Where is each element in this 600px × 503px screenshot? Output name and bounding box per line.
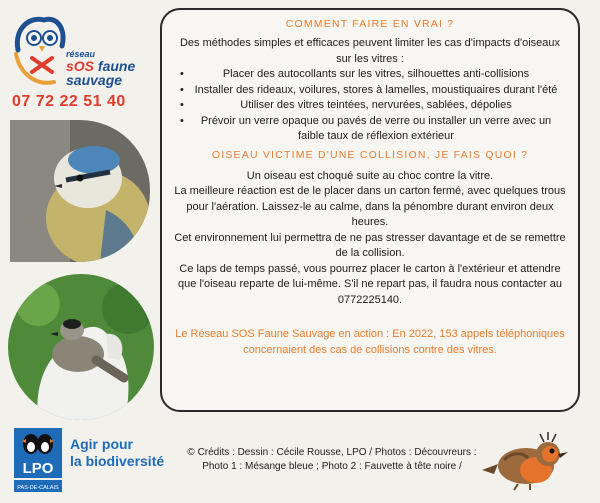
logo-reseau: réseau — [66, 49, 96, 59]
blue-tit-photo — [10, 120, 150, 262]
credits-line-1: © Crédits : Dessin : Cécile Rousse, LPO / Photos : Découvreurs : — [187, 447, 477, 458]
advice-paragraph: La meilleure réaction est de le placer dans un carton fermé, avec quelques trous pour l'aération. Laissez-le au calme, dans la pénombre durant environ deux heures. — [174, 185, 566, 228]
info-card — [160, 8, 580, 412]
logo-sos-faune — [66, 59, 135, 73]
list-item: • Placer des autocollants sur les vitres, silhouettes anti-collisions — [174, 67, 566, 83]
lpo-tagline — [70, 436, 164, 470]
robin-illustration — [478, 424, 578, 492]
list-item: • Prévoir un verre opaque ou pavés de verre ou installer un verre avec un faible taux de réflexion extérieur — [174, 114, 566, 145]
advice-paragraph: Cet environnement lui permettra de ne pas stresser davantage et de se remettre de la collision. — [174, 231, 566, 259]
intro-text: Des méthodes simples et efficaces peuvent limiter les cas d'impacts d'oiseaux sur les vitres : — [179, 37, 560, 65]
logo-sauvage: sauvage — [66, 72, 123, 88]
credits-line-2: Photo 1 : Mésange bleue ; Photo 2 : Fauvette à tête noire / — [202, 461, 462, 472]
logo-sos: sOS — [66, 58, 95, 74]
blackcap-in-hand-photo — [8, 274, 154, 420]
tagline-line-2: la biodiversité — [70, 453, 165, 469]
lpo-logo — [14, 428, 62, 492]
network-statistic-note: Le Réseau SOS Faune Sauvage en action : En 2022, 153 appels téléphoniques concernaient des cas de collisions contre des vitres. — [175, 328, 565, 356]
section-heading-collision: OISEAU VICTIME D'UNE COLLISION, JE FAIS QUOI ? — [211, 148, 529, 161]
photo-credits — [182, 446, 482, 474]
advice-paragraph: Ce laps de temps passé, vous pourrez placer le carton à l'extérieur et attendre que l'oiseau reparte de lui-même. S'il ne repart pas, il faudra nous contacter au 0772225140. — [178, 262, 562, 306]
phone-number: 07 72 22 51 40 — [12, 93, 126, 110]
lpo-region: PAS-DE-CALAIS — [17, 485, 59, 491]
logo-faune: faune — [94, 58, 136, 74]
logo-wordmark — [66, 50, 135, 87]
prevention-list — [174, 67, 566, 145]
list-item: • Installer des rideaux, voilures, stores à lamelles, moustiquaires durant l'été — [174, 83, 566, 99]
section-heading-how-to: COMMENT FAIRE EN VRAI ? — [285, 18, 455, 30]
tagline-line-1: Agir pour — [70, 436, 133, 452]
advice-paragraph: Un oiseau est choqué suite au choc contre la vitre. — [246, 169, 494, 182]
list-item: • Utiliser des vitres teintées, nervurées, sablées, dépolies — [174, 98, 566, 114]
collision-advice — [174, 169, 566, 309]
sos-faune-sauvage-logo — [10, 10, 150, 95]
lpo-letters: LPO — [22, 460, 54, 477]
